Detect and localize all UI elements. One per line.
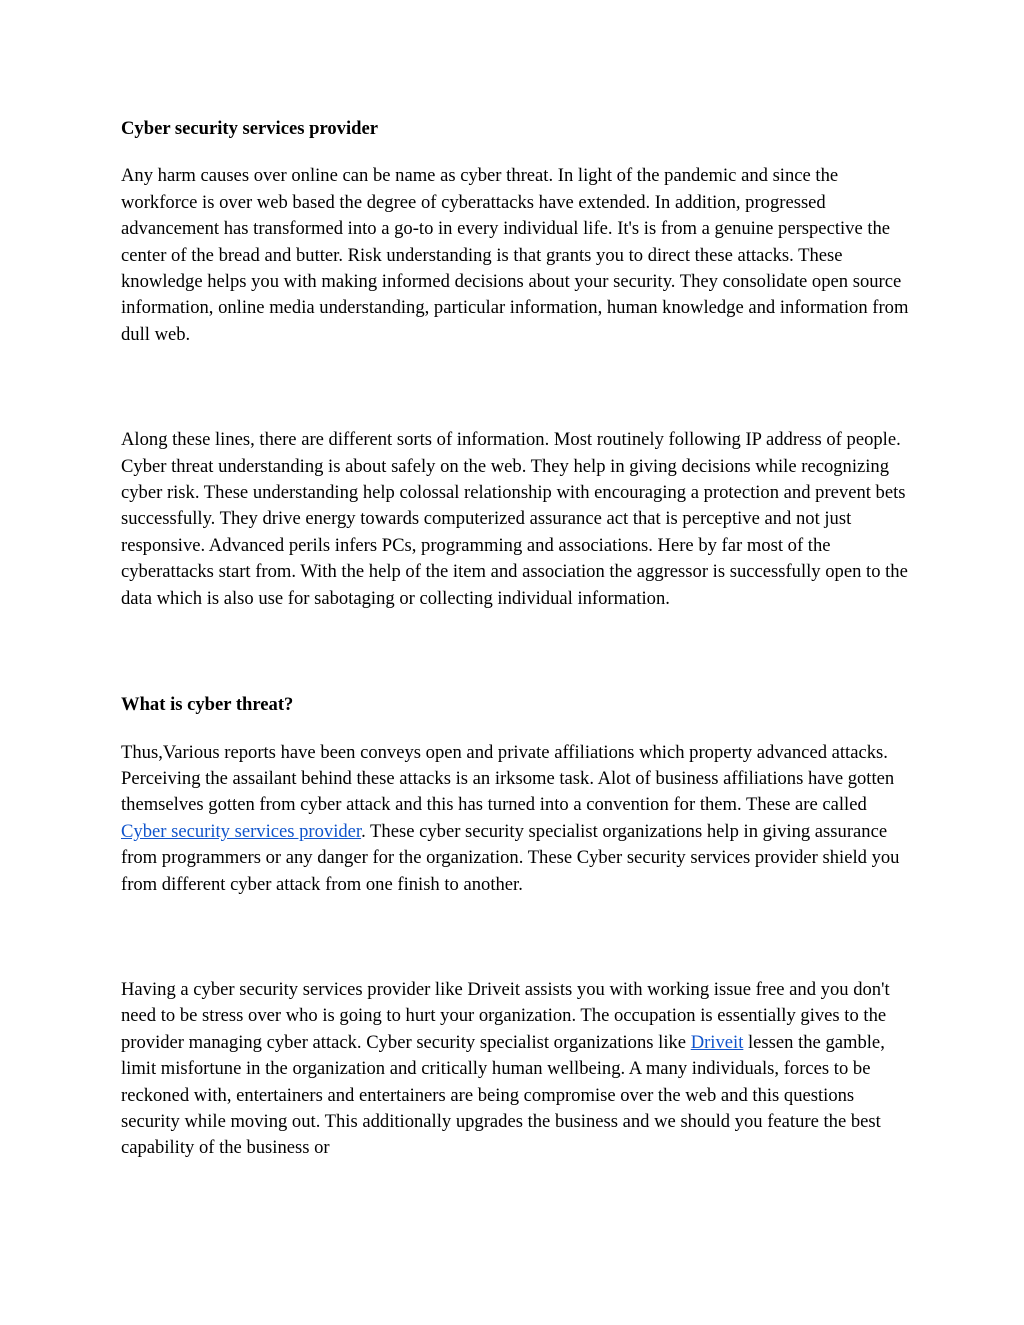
paragraph-reports: [121, 740, 911, 898]
driveit-link[interactable]: Driveit: [690, 1031, 744, 1053]
paragraph-driveit: [121, 977, 911, 1162]
paragraph-intro: Any harm causes over online can be name as cyber threat. In light of the pandemic and since the workforce is over web based the degree of cyberattacks have extended. In addition, progressed advancement has transformed into a go-to in every individual life. It's is from a genuine perspective the center of the bread and butter. Risk understanding is that grants you to direct these attacks. These knowledge helps you with making informed decisions about your security. They consolidate open source information, online media understanding, particular information, human knowledge and information from dull web.: [121, 165, 909, 345]
document-page: [121, 116, 911, 1162]
section-heading-cyber-security-services-provider: Cyber security services provider: [121, 118, 378, 139]
paragraph-text: lessen the gamble, limit misfortune in the organization and critically human wellbeing. A many individuals, forces to be reckoned with, entertainers and entertainers are being compromise over the web and this questions security while moving out. This additionally upgrades the business and we should you feature the best capability of the business or: [121, 1031, 885, 1159]
paragraph-information-types: Along these lines, there are different sorts of information. Most routinely following IP address of people. Cyber threat understanding is about safely on the web. They help in giving decisions while recognizing cyber risk. These understanding help colossal relationship with encouraging a protection and prevent bets successfully. They drive energy towards computerized assurance act that is perceptive and not just responsive. Advanced perils infers PCs, programming and associations. Here by far most of the cyberattacks start from. With the help of the item and association the aggressor is successfully open to the data which is also use for sabotaging or collecting individual information.: [121, 429, 908, 609]
paragraph-text: Having a cyber security services provider like Driveit assists you with working issue free and you don't need to be stress over who is going to hurt your organization. The occupation is essentially gives to the provider managing cyber attack. Cyber security specialist organizations like: [121, 978, 890, 1053]
cyber-security-services-provider-link[interactable]: Cyber security services provider: [121, 820, 362, 842]
paragraph-text: . These cyber security specialist organizations help in giving assurance from programmers or any danger for the organization. These Cyber security services provider shield you from different cyber attack from one finish to another.: [121, 820, 900, 895]
paragraph-text: Thus,Various reports have been conveys open and private affiliations which property advanced attacks. Perceiving the assailant behind these attacks is an irksome task. Alot of business affiliations have gotten themselves gotten from cyber attack and this has turned into a convention for them. These are called: [121, 741, 895, 816]
section-heading-what-is-cyber-threat: What is cyber threat?: [121, 694, 294, 716]
